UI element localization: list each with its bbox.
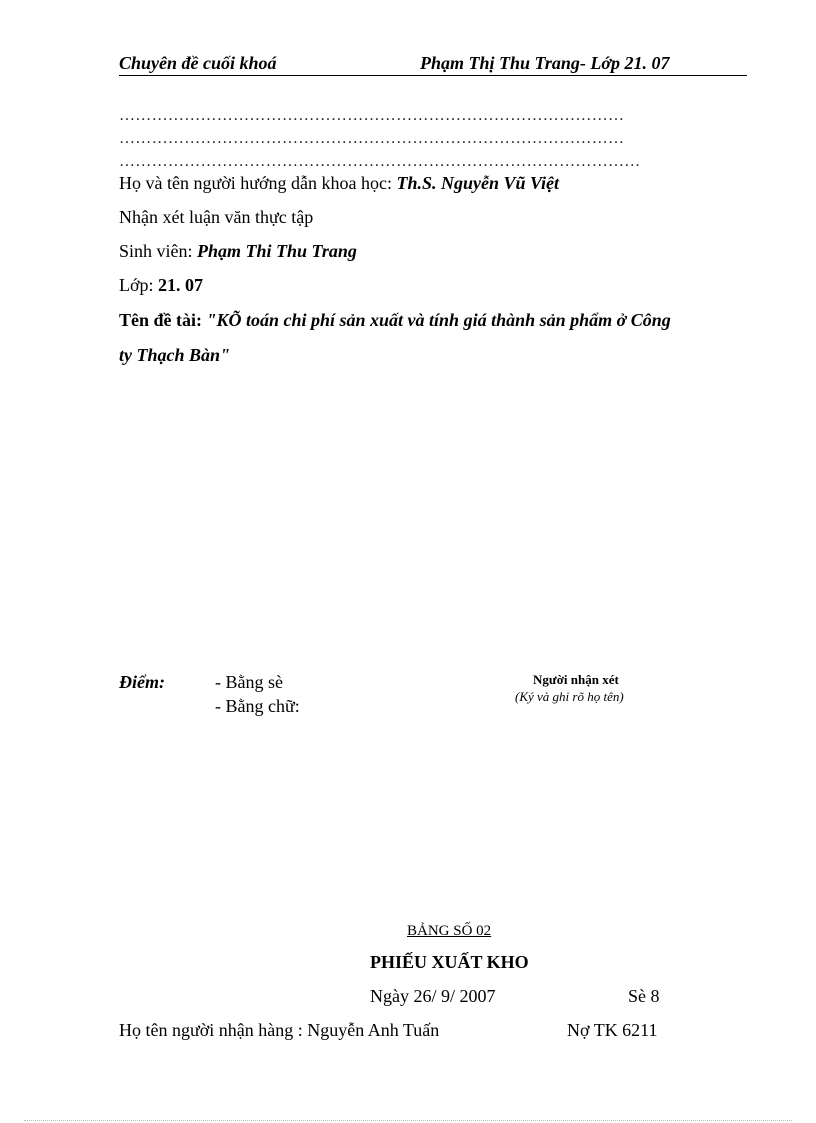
- table-ref: BẢNG SỐ 02: [407, 923, 492, 939]
- score-by-number: - Bằng sè: [215, 672, 283, 692]
- class-label: Lớp:: [119, 275, 159, 295]
- topic-line-2: ty Thạch Bàn": [119, 345, 231, 365]
- supervisor-name: Th.S. Nguyễn Vũ Việt: [396, 173, 560, 193]
- receiver-name: Nguyễn Anh Tuấn: [307, 1020, 440, 1040]
- reviewer-note: (Ký và ghi rõ họ tên): [515, 689, 624, 704]
- student-line: [119, 241, 357, 262]
- reviewer-title: Người nhận xét: [533, 672, 619, 687]
- header-left: Chuyên đề cuối khoá: [119, 53, 277, 73]
- header-right: Phạm Thị Thu Trang- Lớp 21. 07: [420, 53, 670, 73]
- student-name: Phạm Thi Thu Trang: [197, 241, 357, 261]
- supervisor-label: Họ và tên người hướng dẫn khoa học:: [119, 173, 397, 193]
- slip-date: Ngày 26/ 9/ 2007: [370, 986, 496, 1006]
- header-rule: [119, 75, 747, 76]
- receiver-line: [119, 1020, 439, 1041]
- review-title: Nhận xét luận văn thực tập: [119, 207, 314, 227]
- class-value: 21. 07: [158, 275, 204, 295]
- dotted-line-2: …………………………………………………………………………………: [119, 130, 625, 147]
- topic-label: Tên đề tài:: [119, 310, 207, 330]
- page-bottom-border: [24, 1120, 792, 1121]
- student-label: Sinh viên:: [119, 241, 198, 261]
- debit-account: Nợ TK 6211: [567, 1020, 658, 1040]
- supervisor-line: [119, 173, 559, 194]
- class-line: [119, 275, 203, 296]
- topic-value-1: "KÕ toán chi phí sản xuất và tính giá thành sản phẩm ở Công: [206, 310, 671, 330]
- receiver-label: Họ tên người nhận hàng :: [119, 1020, 308, 1040]
- slip-title: PHIẾU XUẤT KHO: [370, 952, 529, 972]
- dotted-line-3: ……………………………………………………………………………………: [119, 153, 641, 170]
- score-by-words: - Bằng chữ:: [215, 696, 300, 716]
- dotted-line-1: …………………………………………………………………………………: [119, 107, 625, 124]
- score-label: Điểm:: [119, 672, 165, 692]
- topic-line-1: [119, 310, 671, 331]
- slip-number: Sè 8: [628, 986, 660, 1006]
